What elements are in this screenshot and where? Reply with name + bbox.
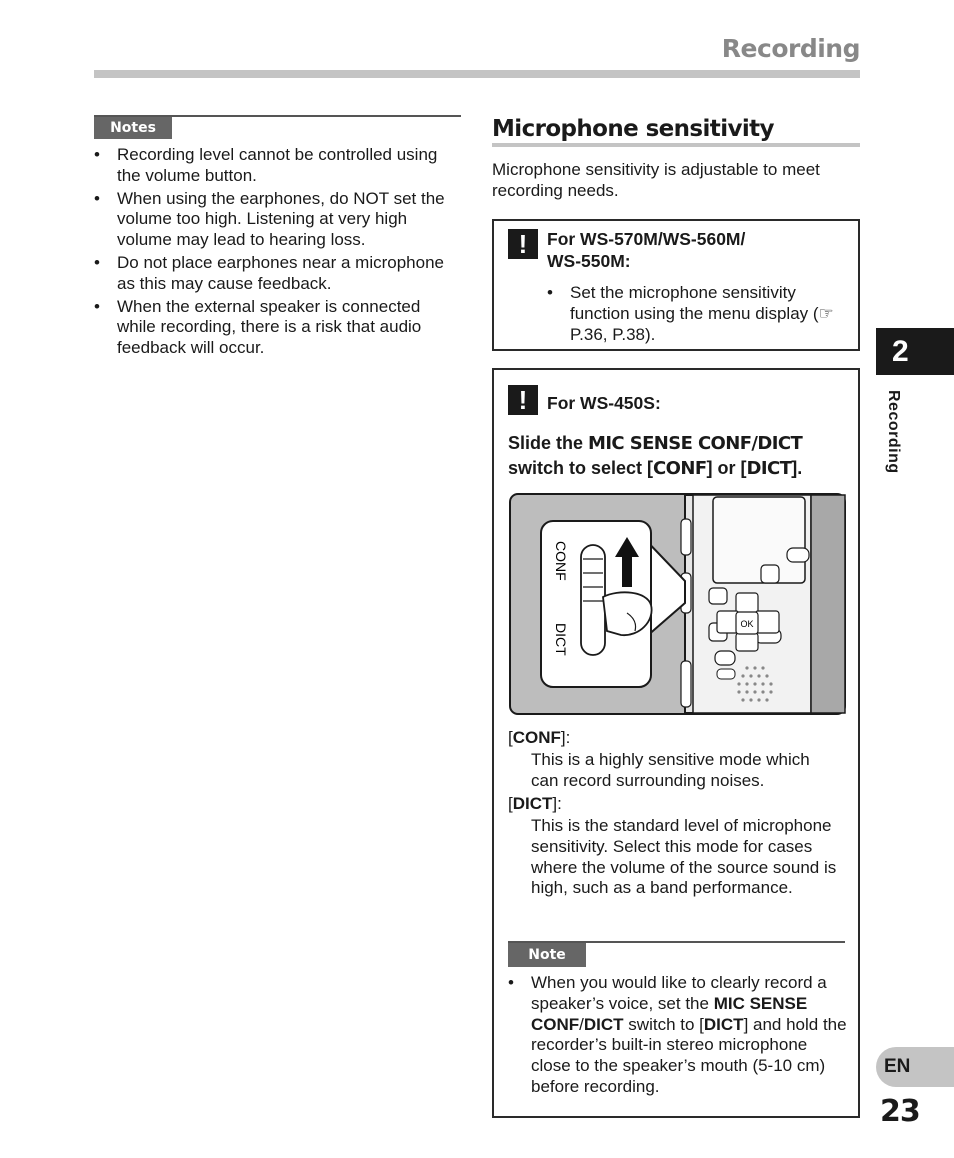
exclamation-icon: ! bbox=[508, 229, 538, 259]
notes-item: • When using the earphones, do NOT set the volume too high. Listening at very high volume may lead to hearing loss. bbox=[94, 189, 456, 251]
chapter-label: Recording bbox=[885, 390, 902, 474]
header-rule bbox=[94, 70, 860, 78]
conf-description: This is a highly sensitive mode which can record surrounding noises. bbox=[531, 750, 810, 790]
conf-term: [CONF]: bbox=[508, 728, 571, 747]
chapter-tab[interactable]: 2 bbox=[876, 328, 954, 375]
ok-label: OK bbox=[740, 619, 754, 629]
exclamation-icon: ! bbox=[508, 385, 538, 415]
notes-item: • Do not place earphones near a microphone as this may cause feedback. bbox=[94, 253, 456, 295]
notes-list bbox=[94, 145, 456, 361]
box2-heading: For WS-450S: bbox=[547, 393, 661, 413]
recorder-switch-illustration bbox=[509, 493, 846, 715]
dict-term: [DICT]: bbox=[508, 794, 562, 813]
section-rule bbox=[492, 143, 860, 147]
note-tag: Note bbox=[508, 943, 586, 967]
box1-heading: For WS-570M/WS-560M/ WS-550M: bbox=[547, 229, 746, 271]
section-header-title: Recording bbox=[721, 34, 860, 63]
dict-switch-label: DICT bbox=[553, 623, 569, 656]
notes-item: • Recording level cannot be controlled using the volume button. bbox=[94, 145, 456, 187]
instruction-text: Slide the MIC SENSE CONF/DICT switch to select [CONF] or [DICT]. bbox=[508, 433, 803, 479]
box1-list bbox=[547, 283, 847, 347]
notes-item: • When the external speaker is connected while recording, there is a risk that audio feedback will occur. bbox=[94, 297, 456, 359]
box1-bullet: • Set the microphone sensitivity function using the menu display (☞ P.36, P.38). bbox=[547, 283, 847, 345]
section-title: Microphone sensitivity bbox=[492, 116, 774, 142]
language-tab[interactable]: EN bbox=[876, 1047, 954, 1087]
model-box-570m bbox=[492, 219, 860, 351]
note-list bbox=[508, 973, 848, 1100]
note-item: • When you would like to clearly record a speaker’s voice, set the MIC SENSE CONF/DICT switch to [DICT] and hold the recorder’s built-in stereo microphone close to the speaker’s mouth (5-10 cm) before recording. bbox=[508, 973, 848, 1098]
notes-tag: Notes bbox=[94, 117, 172, 139]
dict-description: This is the standard level of microphone sensitivity. Select this mode for cases where the volume of the source sound is high, such as a band performance. bbox=[531, 816, 837, 898]
conf-switch-label: CONF bbox=[553, 541, 569, 581]
page-number: 23 bbox=[880, 1094, 920, 1129]
intro-text: Microphone sensitivity is adjustable to meet recording needs. bbox=[492, 160, 820, 200]
